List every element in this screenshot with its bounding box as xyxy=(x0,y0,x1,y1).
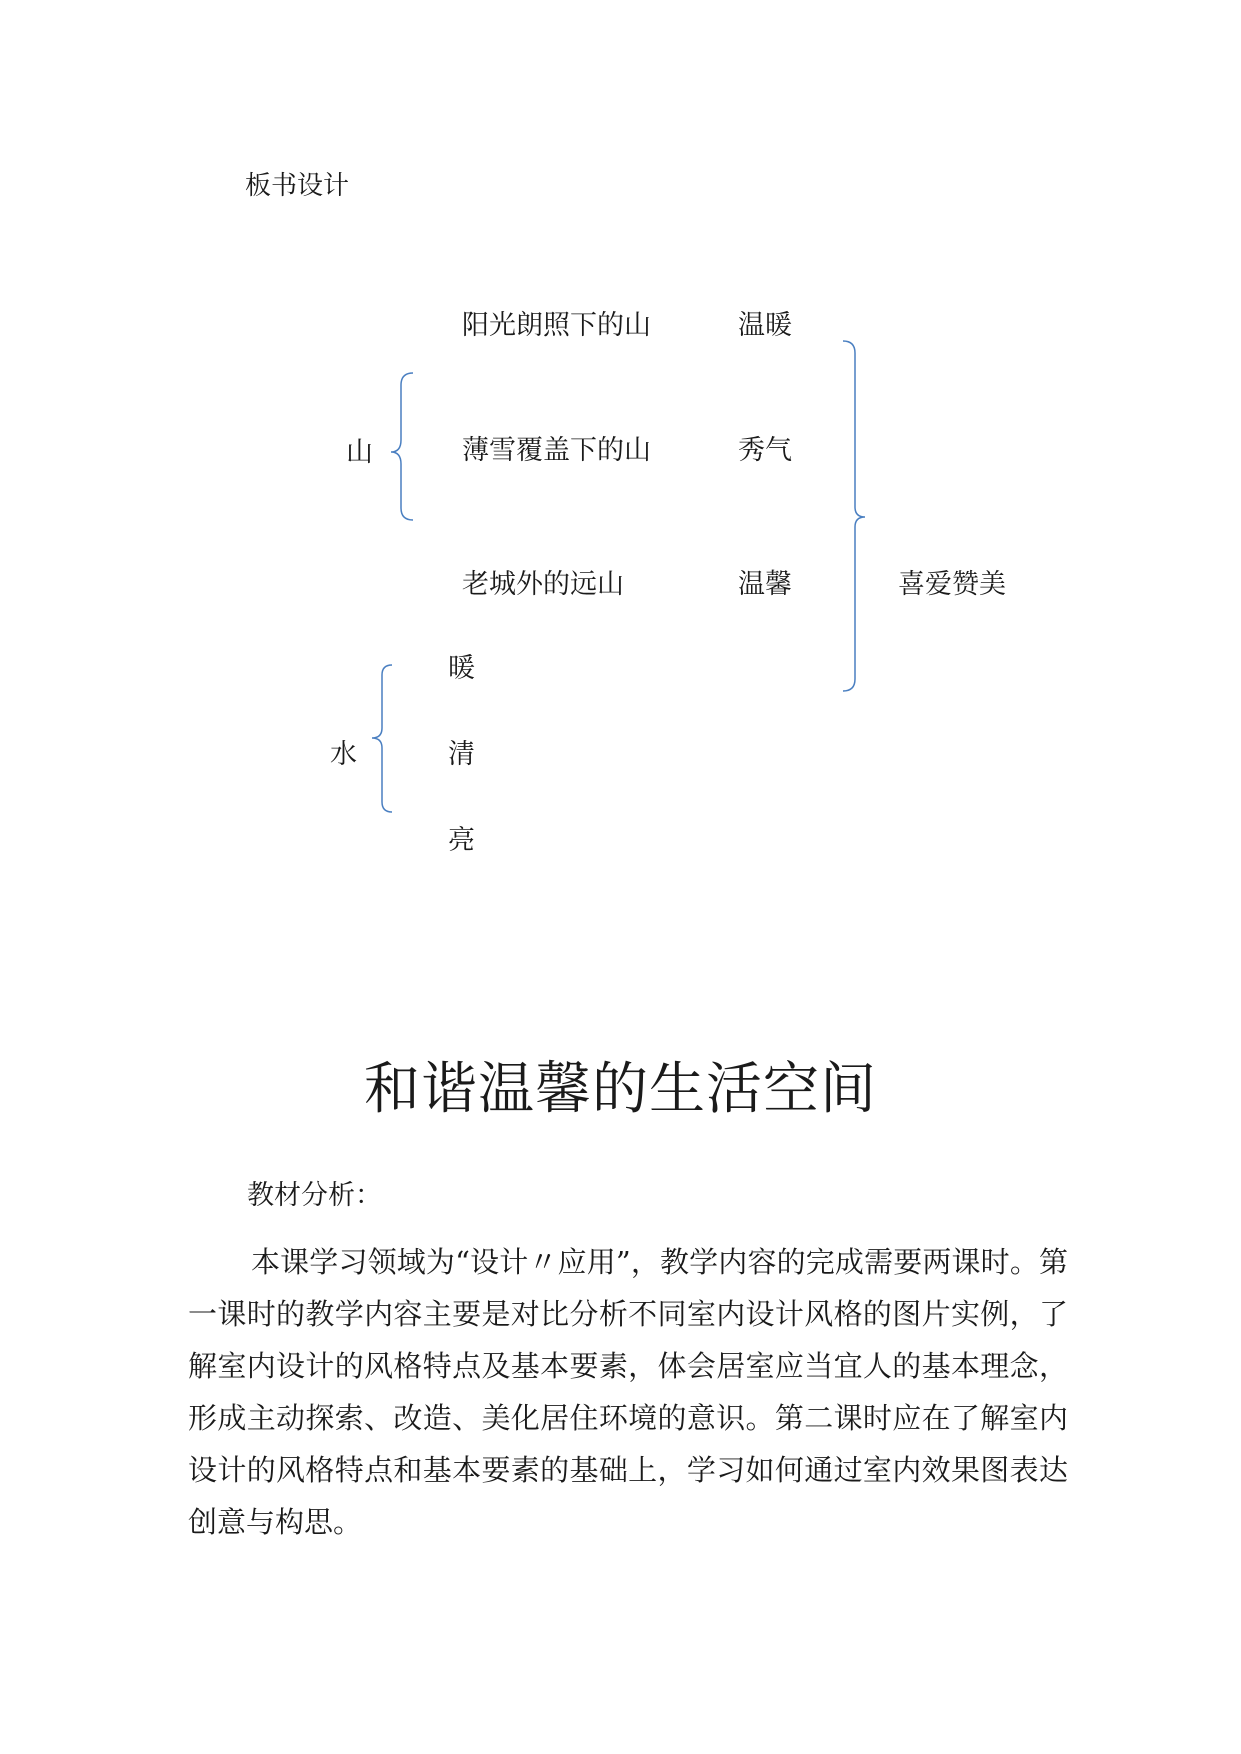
mountain-quality-2: 秀气 xyxy=(738,435,792,466)
lesson-title: 和谐温馨的生活空间 xyxy=(364,1057,877,1122)
mountain-subject-2: 薄雪覆盖下的山 xyxy=(462,435,651,466)
mountain-quality-3: 温馨 xyxy=(738,569,792,600)
mountain-label: 山 xyxy=(346,437,373,468)
water-item-1: 暖 xyxy=(448,653,475,684)
water-item-2: 清 xyxy=(448,739,475,770)
water-left-brace xyxy=(372,665,392,812)
board-design-heading: 板书设计 xyxy=(245,171,350,201)
mountain-left-brace xyxy=(391,373,413,520)
section-label: 教材分析： xyxy=(247,1180,382,1211)
mountain-quality-1: 温暖 xyxy=(738,310,792,341)
summary-right-brace xyxy=(843,341,865,691)
mountain-subject-1: 阳光朗照下的山 xyxy=(462,310,651,341)
water-item-3: 亮 xyxy=(448,825,475,856)
mountain-summary: 喜爱赞美 xyxy=(898,569,1006,600)
water-label: 水 xyxy=(330,739,357,770)
body-paragraph: 本课学习领域为“设计〃应用”，教学内容的完成需要两课时。第一课时的教学内容主要是对比分析不同室内设计风格的图片实例，了解室内设计的风格特点及基本要素，体会居室应当宜人的基本理念，形成主动探索、改造、美化居住环境的意识。第二课时应在了解室内设计的风格特点和基本要素的基础上，学习如何通过室内效果图表达创意与构思。 xyxy=(188,1245,1068,1539)
mountain-subject-3: 老城外的远山 xyxy=(462,569,624,600)
